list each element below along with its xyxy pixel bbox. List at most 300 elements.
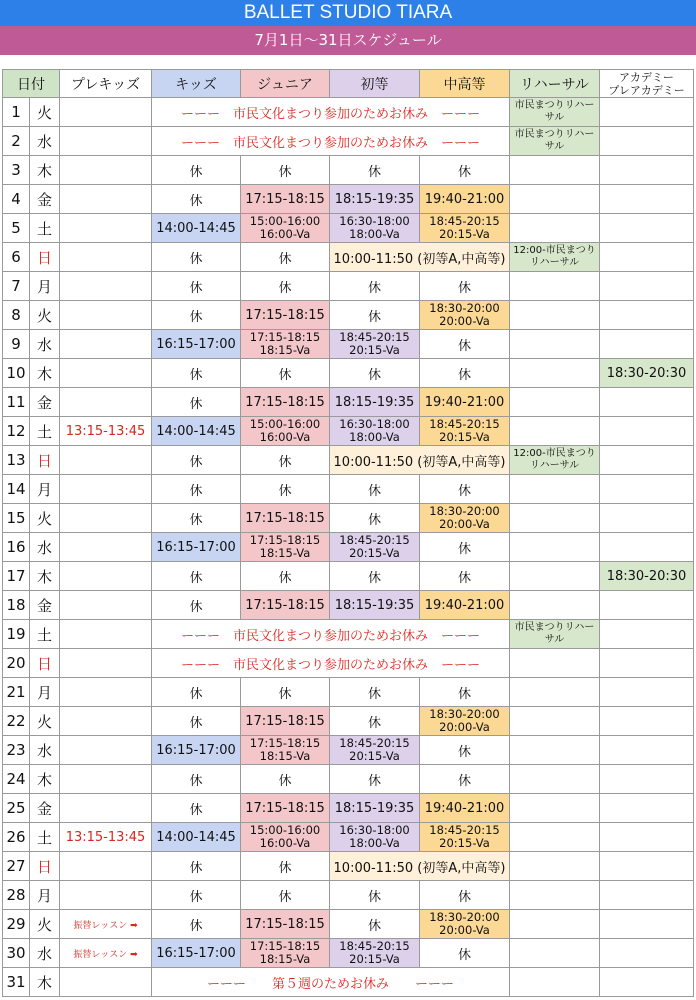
academy-cell <box>600 127 694 156</box>
academy-cell <box>600 533 694 562</box>
shoto-cell: 18:45-20:15 20:15-Va <box>330 533 420 562</box>
junior-cell: 17:15-18:15 18:15-Va <box>241 533 330 562</box>
prekids-cell <box>60 330 152 359</box>
rehearsal-cell <box>510 736 600 765</box>
rehearsal-cell <box>510 649 600 678</box>
junior-cell: 17:15-18:15 <box>241 504 330 533</box>
academy-cell <box>600 243 694 272</box>
shoto-cell: 休 <box>330 881 420 910</box>
prekids-cell: 振替レッスン ➡ <box>60 910 152 939</box>
academy-cell <box>600 156 694 185</box>
schedule-row <box>3 968 694 997</box>
weekday: 金 <box>30 185 60 214</box>
kids-cell: 休 <box>152 359 241 388</box>
junior-cell: 休 <box>241 881 330 910</box>
schedule-row <box>3 446 694 475</box>
shoto-cell: 18:45-20:15 20:15-Va <box>330 939 420 968</box>
schedule-row <box>3 939 694 968</box>
rehearsal-cell <box>510 417 600 446</box>
weekday: 木 <box>30 359 60 388</box>
chukoto-cell: 休 <box>420 359 510 388</box>
weekday: 火 <box>30 98 60 127</box>
junior-cell: 17:15-18:15 <box>241 707 330 736</box>
rehearsal-cell <box>510 330 600 359</box>
prekids-cell <box>60 591 152 620</box>
header-junior: ジュニア <box>241 70 330 98</box>
header-chukoto: 中高等 <box>420 70 510 98</box>
date-number: 14 <box>3 475 30 504</box>
shoto-cell: 休 <box>330 707 420 736</box>
header-kids: キッズ <box>152 70 241 98</box>
prekids-cell <box>60 620 152 649</box>
junior-cell: 休 <box>241 359 330 388</box>
date-number: 20 <box>3 649 30 678</box>
shoto-chukoto-cell: 10:00-11:50 (初等A,中高等) <box>330 852 510 881</box>
academy-cell <box>600 388 694 417</box>
date-number: 2 <box>3 127 30 156</box>
prekids-cell <box>60 359 152 388</box>
chukoto-cell: 19:40-21:00 <box>420 388 510 417</box>
academy-cell <box>600 446 694 475</box>
schedule-row <box>3 214 694 243</box>
schedule-row <box>3 707 694 736</box>
kids-cell: 休 <box>152 446 241 475</box>
shoto-cell: 18:45-20:15 20:15-Va <box>330 330 420 359</box>
weekday: 水 <box>30 127 60 156</box>
weekday: 月 <box>30 272 60 301</box>
schedule-row <box>3 417 694 446</box>
rehearsal-cell <box>510 359 600 388</box>
junior-cell: 休 <box>241 765 330 794</box>
prekids-cell <box>60 388 152 417</box>
academy-cell: 18:30-20:30 <box>600 359 694 388</box>
prekids-cell <box>60 185 152 214</box>
academy-cell <box>600 852 694 881</box>
academy-cell <box>600 301 694 330</box>
prekids-cell <box>60 707 152 736</box>
schedule-row <box>3 620 694 649</box>
rehearsal-cell: 12:00-市民まつりリハーサル <box>510 446 600 475</box>
academy-cell <box>600 330 694 359</box>
date-number: 6 <box>3 243 30 272</box>
chukoto-cell: 休 <box>420 475 510 504</box>
kids-cell: 休 <box>152 881 241 910</box>
date-number: 11 <box>3 388 30 417</box>
date-number: 3 <box>3 156 30 185</box>
date-number: 29 <box>3 910 30 939</box>
academy-cell <box>600 794 694 823</box>
kids-cell: 休 <box>152 562 241 591</box>
rehearsal-cell <box>510 794 600 823</box>
shoto-cell: 18:15-19:35 <box>330 591 420 620</box>
prekids-cell <box>60 562 152 591</box>
chukoto-cell: 休 <box>420 678 510 707</box>
chukoto-cell: 18:30-20:00 20:00-Va <box>420 707 510 736</box>
kids-cell: 14:00-14:45 <box>152 417 241 446</box>
shoto-cell: 休 <box>330 765 420 794</box>
date-number: 24 <box>3 765 30 794</box>
closure-notice: ーーー 第５週のためお休み ーーー <box>152 968 510 997</box>
weekday: 金 <box>30 591 60 620</box>
prekids-cell <box>60 243 152 272</box>
rehearsal-cell <box>510 968 600 997</box>
chukoto-cell: 19:40-21:00 <box>420 794 510 823</box>
junior-cell: 15:00-16:00 16:00-Va <box>241 417 330 446</box>
weekday: 月 <box>30 475 60 504</box>
weekday: 日 <box>30 243 60 272</box>
schedule-table <box>2 69 694 997</box>
schedule-row <box>3 475 694 504</box>
junior-cell: 17:15-18:15 <box>241 591 330 620</box>
shoto-cell: 休 <box>330 678 420 707</box>
schedule-row <box>3 127 694 156</box>
junior-cell: 休 <box>241 852 330 881</box>
shoto-cell: 休 <box>330 475 420 504</box>
rehearsal-cell <box>510 475 600 504</box>
schedule-period-title: 7月1日～31日スケジュール <box>0 26 696 55</box>
academy-cell: 18:30-20:30 <box>600 562 694 591</box>
shoto-cell: 16:30-18:00 18:00-Va <box>330 823 420 852</box>
date-number: 22 <box>3 707 30 736</box>
rehearsal-cell <box>510 185 600 214</box>
schedule-row <box>3 852 694 881</box>
closure-notice: ーーー 市民文化まつり参加のためお休み ーーー <box>152 620 510 649</box>
kids-cell: 14:00-14:45 <box>152 214 241 243</box>
shoto-cell: 休 <box>330 301 420 330</box>
weekday: 土 <box>30 823 60 852</box>
shoto-cell: 休 <box>330 359 420 388</box>
academy-cell <box>600 504 694 533</box>
date-number: 10 <box>3 359 30 388</box>
schedule-row <box>3 243 694 272</box>
schedule-row <box>3 649 694 678</box>
rehearsal-cell: 市民まつりリハーサル <box>510 98 600 127</box>
chukoto-cell: 休 <box>420 562 510 591</box>
junior-cell: 17:15-18:15 <box>241 794 330 823</box>
schedule-row <box>3 678 694 707</box>
prekids-cell: 13:15-13:45 <box>60 823 152 852</box>
schedule-row <box>3 794 694 823</box>
schedule-row <box>3 823 694 852</box>
prekids-cell <box>60 852 152 881</box>
academy-cell <box>600 910 694 939</box>
date-number: 26 <box>3 823 30 852</box>
kids-cell: 16:15-17:00 <box>152 939 241 968</box>
junior-cell: 休 <box>241 475 330 504</box>
academy-cell <box>600 417 694 446</box>
weekday: 木 <box>30 968 60 997</box>
header-academy <box>600 70 694 98</box>
date-number: 9 <box>3 330 30 359</box>
weekday: 火 <box>30 504 60 533</box>
closure-notice: ーーー 市民文化まつり参加のためお休み ーーー <box>152 98 510 127</box>
kids-cell: 16:15-17:00 <box>152 533 241 562</box>
rehearsal-cell <box>510 504 600 533</box>
date-number: 18 <box>3 591 30 620</box>
academy-cell <box>600 707 694 736</box>
rehearsal-cell <box>510 272 600 301</box>
weekday: 火 <box>30 707 60 736</box>
chukoto-cell: 18:30-20:00 20:00-Va <box>420 504 510 533</box>
academy-cell <box>600 591 694 620</box>
chukoto-cell: 休 <box>420 156 510 185</box>
rehearsal-cell <box>510 939 600 968</box>
chukoto-cell: 休 <box>420 330 510 359</box>
kids-cell: 14:00-14:45 <box>152 823 241 852</box>
shoto-cell: 16:30-18:00 18:00-Va <box>330 214 420 243</box>
junior-cell: 休 <box>241 156 330 185</box>
kids-cell: 休 <box>152 707 241 736</box>
weekday: 金 <box>30 388 60 417</box>
date-number: 23 <box>3 736 30 765</box>
chukoto-cell: 19:40-21:00 <box>420 591 510 620</box>
schedule-row <box>3 504 694 533</box>
date-number: 4 <box>3 185 30 214</box>
academy-cell <box>600 475 694 504</box>
prekids-cell <box>60 765 152 794</box>
header-shoto: 初等 <box>330 70 420 98</box>
kids-cell: 休 <box>152 272 241 301</box>
prekids-cell <box>60 446 152 475</box>
chukoto-cell: 休 <box>420 765 510 794</box>
header-prekids: プレキッズ <box>60 70 152 98</box>
junior-cell: 15:00-16:00 16:00-Va <box>241 823 330 852</box>
rehearsal-cell <box>510 765 600 794</box>
junior-cell: 休 <box>241 243 330 272</box>
weekday: 月 <box>30 678 60 707</box>
chukoto-cell: 休 <box>420 533 510 562</box>
junior-cell: 17:15-18:15 18:15-Va <box>241 939 330 968</box>
shoto-cell: 18:45-20:15 20:15-Va <box>330 736 420 765</box>
prekids-cell <box>60 98 152 127</box>
schedule-row <box>3 736 694 765</box>
prekids-cell <box>60 272 152 301</box>
chukoto-cell: 18:45-20:15 20:15-Va <box>420 823 510 852</box>
shoto-cell: 休 <box>330 910 420 939</box>
junior-cell: 17:15-18:15 18:15-Va <box>241 330 330 359</box>
kids-cell: 休 <box>152 852 241 881</box>
rehearsal-cell <box>510 301 600 330</box>
header-academy-label: アカデミー プレアカデミー <box>608 70 685 97</box>
schedule-row <box>3 562 694 591</box>
chukoto-cell: 休 <box>420 881 510 910</box>
date-number: 27 <box>3 852 30 881</box>
weekday: 木 <box>30 156 60 185</box>
prekids-cell <box>60 214 152 243</box>
chukoto-cell: 休 <box>420 272 510 301</box>
academy-cell <box>600 823 694 852</box>
prekids-cell <box>60 736 152 765</box>
shoto-cell: 18:15-19:35 <box>330 388 420 417</box>
kids-cell: 休 <box>152 794 241 823</box>
prekids-cell <box>60 127 152 156</box>
schedule-body <box>3 98 694 997</box>
rehearsal-cell: 12:00-市民まつりリハーサル <box>510 243 600 272</box>
kids-cell: 16:15-17:00 <box>152 330 241 359</box>
weekday: 土 <box>30 620 60 649</box>
kids-cell: 休 <box>152 156 241 185</box>
date-number: 13 <box>3 446 30 475</box>
rehearsal-cell: 市民まつりリハーサル <box>510 620 600 649</box>
kids-cell: 休 <box>152 591 241 620</box>
rehearsal-cell <box>510 910 600 939</box>
prekids-cell <box>60 678 152 707</box>
header-rehearsal: リハーサル <box>510 70 600 98</box>
date-number: 15 <box>3 504 30 533</box>
shoto-cell: 18:15-19:35 <box>330 185 420 214</box>
weekday: 日 <box>30 649 60 678</box>
chukoto-cell: 19:40-21:00 <box>420 185 510 214</box>
date-number: 19 <box>3 620 30 649</box>
date-number: 21 <box>3 678 30 707</box>
kids-cell: 休 <box>152 910 241 939</box>
schedule-row <box>3 388 694 417</box>
academy-cell <box>600 678 694 707</box>
weekday: 水 <box>30 330 60 359</box>
kids-cell: 休 <box>152 678 241 707</box>
prekids-cell <box>60 475 152 504</box>
prekids-cell: 13:15-13:45 <box>60 417 152 446</box>
junior-cell: 17:15-18:15 <box>241 910 330 939</box>
junior-cell: 15:00-16:00 16:00-Va <box>241 214 330 243</box>
rehearsal-cell <box>510 881 600 910</box>
prekids-cell <box>60 649 152 678</box>
schedule-row <box>3 330 694 359</box>
academy-cell <box>600 98 694 127</box>
date-number: 17 <box>3 562 30 591</box>
rehearsal-cell: 市民まつりリハーサル <box>510 127 600 156</box>
academy-cell <box>600 620 694 649</box>
weekday: 木 <box>30 765 60 794</box>
academy-cell <box>600 968 694 997</box>
closure-notice: ーーー 市民文化まつり参加のためお休み ーーー <box>152 127 510 156</box>
rehearsal-cell <box>510 156 600 185</box>
studio-title: BALLET STUDIO TIARA <box>0 0 696 26</box>
schedule-row <box>3 98 694 127</box>
prekids-cell <box>60 968 152 997</box>
kids-cell: 休 <box>152 185 241 214</box>
weekday: 土 <box>30 214 60 243</box>
date-number: 5 <box>3 214 30 243</box>
weekday: 水 <box>30 939 60 968</box>
kids-cell: 休 <box>152 301 241 330</box>
schedule-row <box>3 272 694 301</box>
schedule-row <box>3 301 694 330</box>
junior-cell: 17:15-18:15 <box>241 388 330 417</box>
weekday: 木 <box>30 562 60 591</box>
junior-cell: 17:15-18:15 <box>241 185 330 214</box>
weekday: 水 <box>30 533 60 562</box>
date-number: 12 <box>3 417 30 446</box>
rehearsal-cell <box>510 823 600 852</box>
date-number: 30 <box>3 939 30 968</box>
weekday: 金 <box>30 794 60 823</box>
junior-cell: 休 <box>241 562 330 591</box>
shoto-cell: 16:30-18:00 18:00-Va <box>330 417 420 446</box>
rehearsal-cell <box>510 852 600 881</box>
header-date: 日付 <box>3 70 60 98</box>
academy-cell <box>600 736 694 765</box>
junior-cell: 17:15-18:15 18:15-Va <box>241 736 330 765</box>
schedule-row <box>3 910 694 939</box>
chukoto-cell: 18:45-20:15 20:15-Va <box>420 214 510 243</box>
academy-cell <box>600 765 694 794</box>
date-number: 16 <box>3 533 30 562</box>
academy-cell <box>600 185 694 214</box>
shoto-cell: 休 <box>330 272 420 301</box>
schedule-row <box>3 881 694 910</box>
shoto-cell: 休 <box>330 156 420 185</box>
chukoto-cell: 18:30-20:00 20:00-Va <box>420 910 510 939</box>
weekday: 水 <box>30 736 60 765</box>
shoto-cell: 休 <box>330 504 420 533</box>
junior-cell: 休 <box>241 272 330 301</box>
prekids-cell <box>60 301 152 330</box>
kids-cell: 休 <box>152 504 241 533</box>
shoto-cell: 休 <box>330 562 420 591</box>
weekday: 日 <box>30 446 60 475</box>
academy-cell <box>600 214 694 243</box>
weekday: 月 <box>30 881 60 910</box>
schedule-row <box>3 156 694 185</box>
kids-cell: 休 <box>152 765 241 794</box>
prekids-cell <box>60 881 152 910</box>
kids-cell: 休 <box>152 243 241 272</box>
weekday: 火 <box>30 910 60 939</box>
date-number: 1 <box>3 98 30 127</box>
chukoto-cell: 18:45-20:15 20:15-Va <box>420 417 510 446</box>
schedule-row <box>3 533 694 562</box>
rehearsal-cell <box>510 591 600 620</box>
shoto-cell: 18:15-19:35 <box>330 794 420 823</box>
prekids-cell <box>60 794 152 823</box>
weekday: 日 <box>30 852 60 881</box>
schedule-row <box>3 765 694 794</box>
prekids-cell <box>60 156 152 185</box>
weekday: 火 <box>30 301 60 330</box>
weekday: 土 <box>30 417 60 446</box>
prekids-cell: 振替レッスン ➡ <box>60 939 152 968</box>
date-number: 28 <box>3 881 30 910</box>
schedule-row <box>3 591 694 620</box>
rehearsal-cell <box>510 562 600 591</box>
chukoto-cell: 休 <box>420 939 510 968</box>
chukoto-cell: 休 <box>420 736 510 765</box>
kids-cell: 16:15-17:00 <box>152 736 241 765</box>
rehearsal-cell <box>510 678 600 707</box>
rehearsal-cell <box>510 707 600 736</box>
schedule-row <box>3 359 694 388</box>
rehearsal-cell <box>510 388 600 417</box>
closure-notice: ーーー 市民文化まつり参加のためお休み ーーー <box>152 649 510 678</box>
date-number: 8 <box>3 301 30 330</box>
rehearsal-cell <box>510 214 600 243</box>
junior-cell: 休 <box>241 446 330 475</box>
shoto-chukoto-cell: 10:00-11:50 (初等A,中高等) <box>330 446 510 475</box>
academy-cell <box>600 939 694 968</box>
prekids-cell <box>60 504 152 533</box>
chukoto-cell: 18:30-20:00 20:00-Va <box>420 301 510 330</box>
date-number: 25 <box>3 794 30 823</box>
academy-cell <box>600 881 694 910</box>
junior-cell: 休 <box>241 678 330 707</box>
schedule-row <box>3 185 694 214</box>
academy-cell <box>600 649 694 678</box>
academy-cell <box>600 272 694 301</box>
junior-cell: 17:15-18:15 <box>241 301 330 330</box>
header-row <box>3 70 694 98</box>
date-number: 31 <box>3 968 30 997</box>
